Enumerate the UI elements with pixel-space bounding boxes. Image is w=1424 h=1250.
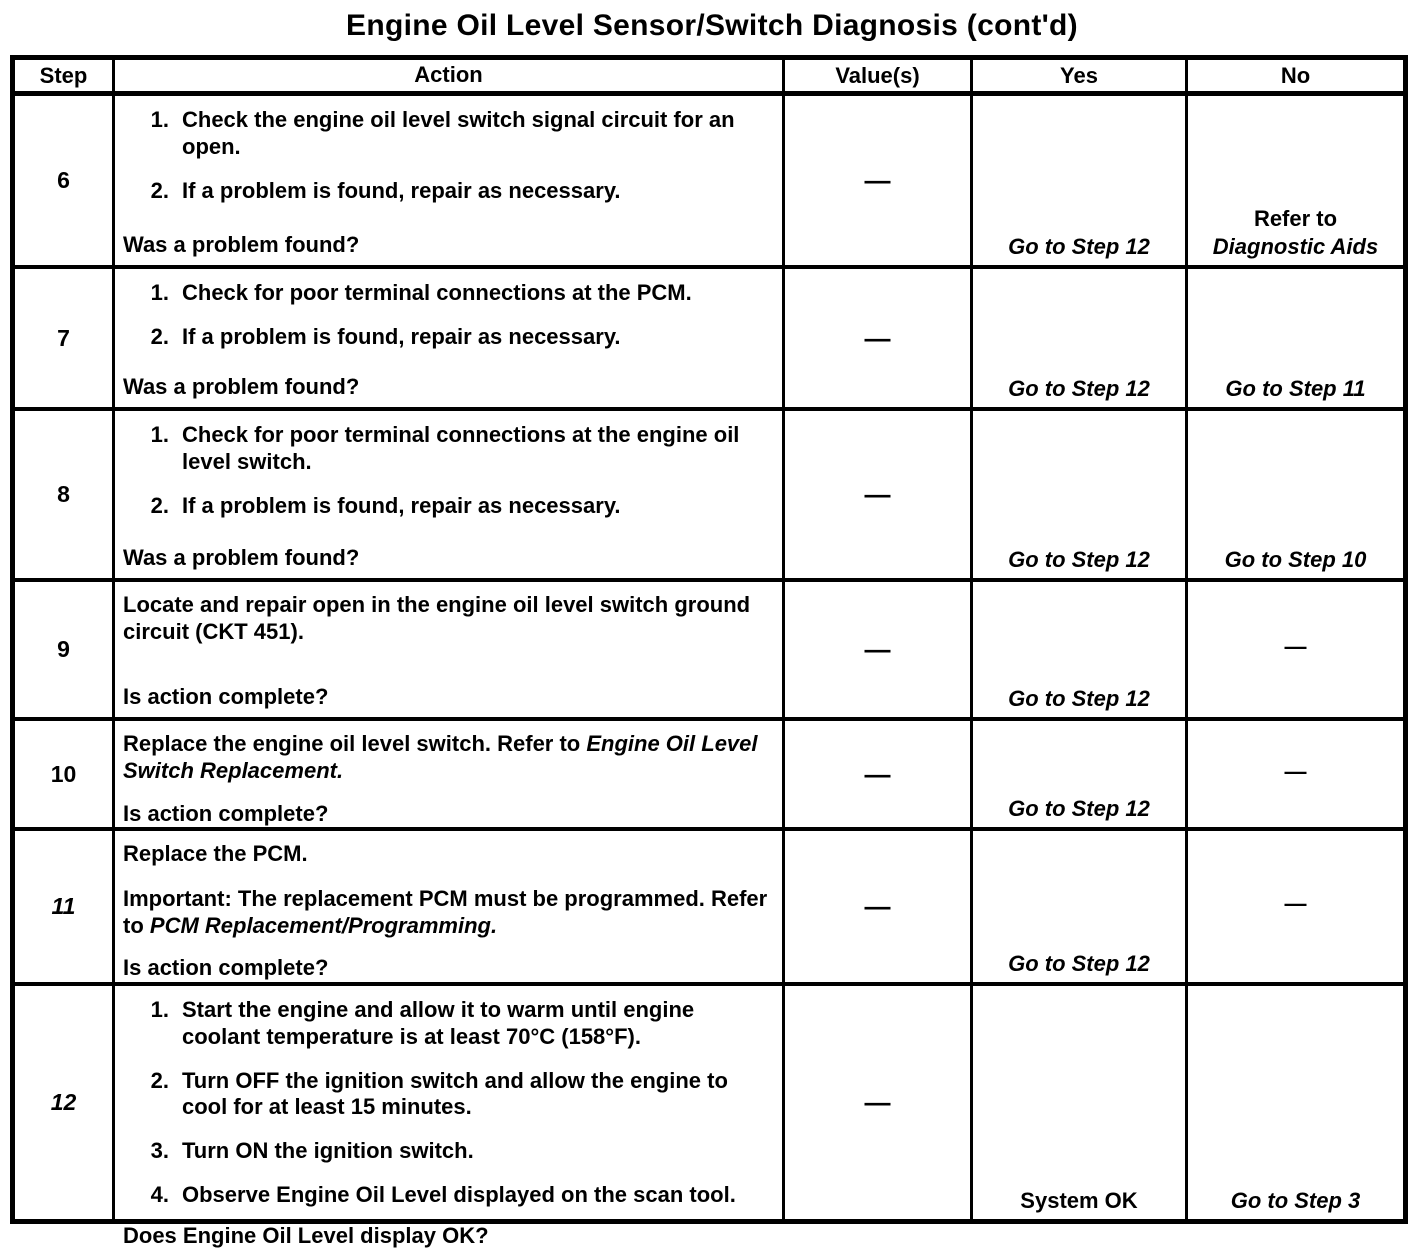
no-cell [1188, 986, 1403, 1219]
action-cell [115, 269, 785, 407]
text-segment: Replace the PCM. [123, 841, 308, 866]
no-text: — [1284, 891, 1307, 917]
value-dash: — [864, 1087, 891, 1117]
text-segment: Turn OFF the ignition switch and allow the engine to cool for at least 15 minutes. [182, 1067, 728, 1120]
action-item-number: 1. [150, 280, 169, 305]
text-segment: Check for poor terminal connections at the PCM. [182, 280, 692, 305]
text-segment: If a problem is found, repair as necessary. [182, 492, 621, 518]
column-header-values: Value(s) [785, 60, 973, 91]
text-segment: Locate and repair open in the engine oil level switch ground circuit (CKT 451). [123, 592, 751, 644]
no-text: Refer to [1253, 206, 1338, 231]
action-item-number: 1. [150, 422, 169, 447]
text-segment: Important: The replacement PCM must be programmed. Refer to [123, 885, 768, 938]
action-question: Is action complete? [123, 684, 329, 710]
step-cell [15, 411, 115, 578]
value-dash: — [864, 758, 891, 789]
value-cell [785, 831, 973, 982]
step-cell [15, 986, 115, 1219]
action-cell [115, 986, 785, 1248]
step-number: 12 [50, 1089, 77, 1115]
value-cell [785, 582, 973, 717]
action-item-text [182, 1138, 474, 1165]
value-cell [785, 986, 973, 1219]
no-cell [1188, 831, 1403, 982]
action-item-number: 2. [150, 323, 169, 349]
diagnosis-table [10, 55, 1408, 1248]
yes-text: Go to Step 12 [1008, 375, 1150, 401]
step-number: 9 [57, 636, 70, 662]
no-cell [1188, 96, 1403, 265]
action-item-number: 1. [150, 997, 169, 1022]
table-row [15, 982, 1403, 1248]
action-item-number: 2. [150, 177, 169, 203]
value-dash: — [864, 165, 891, 195]
action-question: Does Engine Oil Level display OK? [123, 1222, 489, 1248]
action-item [123, 997, 776, 1051]
action-paragraph [123, 841, 768, 868]
action-item [123, 1182, 776, 1209]
table-header-row [15, 60, 1403, 91]
text-segment: Check for poor terminal connections at the engine oil level switch. [182, 422, 740, 474]
step-cell [15, 96, 115, 265]
action-question: Is action complete? [123, 955, 329, 981]
action-cell [115, 411, 785, 578]
action-item-text [182, 1068, 776, 1122]
action-item-number: 3. [150, 1138, 169, 1164]
yes-text: Go to Step 12 [1008, 795, 1150, 821]
action-item [123, 422, 776, 476]
action-item-text [182, 280, 692, 307]
value-cell [785, 721, 973, 827]
action-item [123, 178, 776, 205]
value-dash: — [864, 891, 891, 921]
action-question: Is action complete? [123, 800, 329, 826]
action-question: Was a problem found? [123, 374, 360, 400]
value-cell [785, 411, 973, 578]
yes-cell [973, 831, 1188, 982]
no-text: Go to Step 3 [1230, 1187, 1361, 1213]
action-item [123, 1138, 776, 1165]
yes-cell [973, 986, 1188, 1219]
value-dash: — [864, 322, 891, 353]
action-question: Was a problem found? [123, 232, 360, 258]
action-item-number: 1. [150, 107, 169, 132]
action-item-text [182, 997, 776, 1051]
action-cell [115, 582, 785, 717]
table-row [15, 717, 1403, 827]
step-number: 10 [50, 760, 77, 787]
page-title: Engine Oil Level Sensor/Switch Diagnosis (cont'd) [346, 9, 1078, 42]
value-cell [785, 269, 973, 407]
step-cell [15, 582, 115, 717]
action-item-text [182, 493, 621, 520]
text-segment: Observe Engine Oil Level displayed on the scan tool. [182, 1182, 736, 1208]
action-item-text [182, 422, 776, 476]
action-paragraph [123, 731, 768, 785]
action-item [123, 1068, 776, 1122]
step-cell [15, 831, 115, 982]
table-row [15, 265, 1403, 407]
yes-text: Go to Step 12 [1008, 546, 1150, 572]
no-text: Diagnostic Aids [1212, 233, 1379, 259]
step-number: 11 [51, 893, 76, 919]
action-paragraph [123, 592, 768, 646]
action-item [123, 280, 776, 307]
yes-text: Go to Step 12 [1008, 685, 1150, 711]
no-text: — [1284, 634, 1307, 660]
step-number: 7 [57, 324, 70, 351]
no-text: — [1284, 758, 1307, 784]
yes-cell [973, 411, 1188, 578]
text-segment: If a problem is found, repair as necessary. [182, 323, 621, 349]
value-cell [785, 96, 973, 265]
yes-text: System OK [1020, 1187, 1138, 1213]
action-item-number: 2. [150, 492, 169, 518]
table-row [15, 827, 1403, 982]
action-item-text [182, 324, 621, 351]
step-number: 6 [57, 167, 70, 193]
no-text: Go to Step 10 [1224, 546, 1367, 572]
yes-cell [973, 582, 1188, 717]
value-dash: — [864, 479, 891, 509]
column-header-no: No [1280, 62, 1311, 88]
table-row [15, 91, 1403, 265]
value-dash: — [864, 634, 891, 664]
text-segment: Engine Oil Level Switch Replacement. [123, 731, 758, 783]
text-segment: PCM Replacement/Programming. [149, 912, 498, 938]
no-text: Go to Step 11 [1225, 375, 1366, 401]
column-header-step: Step [15, 60, 115, 91]
action-cell [115, 721, 785, 827]
yes-cell [973, 269, 1188, 407]
text-segment: Check the engine oil level switch signal circuit for an open. [182, 107, 735, 159]
action-item-text [182, 1182, 736, 1209]
yes-text: Go to Step 12 [1008, 950, 1150, 976]
action-item [123, 107, 776, 161]
column-header-yes: Yes [973, 60, 1188, 91]
text-segment: Start the engine and allow it to warm until engine coolant temperature is at least 70°C (158°F). [182, 997, 695, 1049]
text-segment: Replace the engine oil level switch. Refer to [123, 731, 587, 756]
action-item-number: 2. [150, 1067, 169, 1093]
no-cell [1188, 411, 1403, 578]
text-segment: If a problem is found, repair as necessary. [182, 177, 621, 203]
action-item-text [182, 107, 776, 161]
no-cell [1188, 269, 1403, 407]
text-segment: Turn ON the ignition switch. [182, 1138, 474, 1164]
action-item-number: 4. [150, 1182, 169, 1208]
table-row [15, 407, 1403, 578]
yes-cell [973, 721, 1188, 827]
yes-cell [973, 96, 1188, 265]
action-question: Was a problem found? [123, 545, 360, 571]
step-number: 8 [57, 481, 70, 507]
action-paragraph [123, 886, 768, 940]
action-item-text [182, 178, 621, 205]
yes-text: Go to Step 12 [1008, 233, 1150, 259]
action-cell [115, 831, 785, 982]
no-cell [1188, 721, 1403, 827]
action-item [123, 493, 776, 520]
column-header-action: Action [115, 60, 785, 91]
action-item [123, 324, 776, 351]
step-cell [15, 721, 115, 827]
step-cell [15, 269, 115, 407]
table-row [15, 578, 1403, 717]
action-cell [115, 96, 785, 265]
no-cell [1188, 582, 1403, 717]
